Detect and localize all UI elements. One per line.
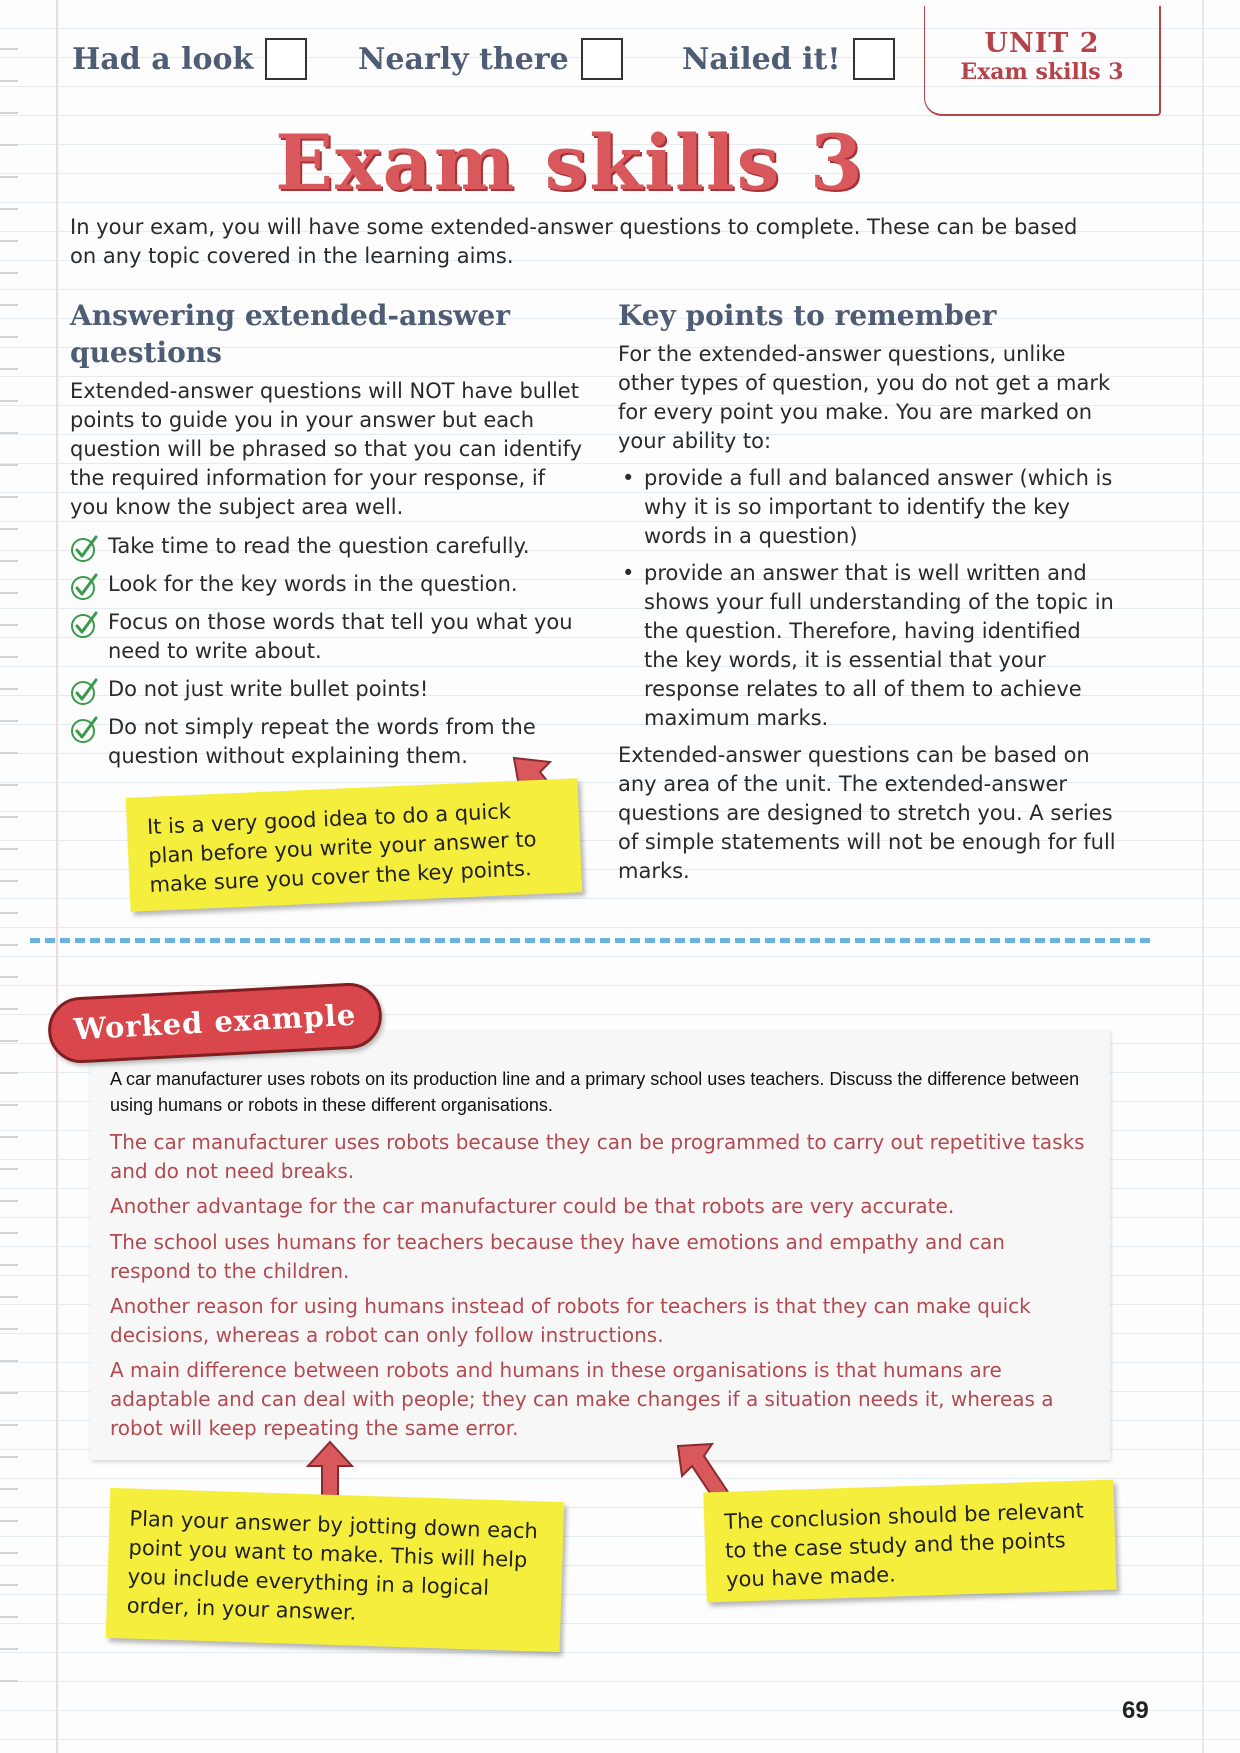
tracker-had-a-look-label: Had a look (72, 41, 254, 77)
checklist-text: Do not just write bullet points! (108, 677, 429, 701)
bullet-icon: • (622, 561, 635, 585)
tip-note-conclusion (703, 1480, 1116, 1603)
checklist (70, 532, 590, 771)
list-item (70, 608, 590, 666)
bullet-text: provide an answer that is well written and shows your full understanding of the topic in the question. Therefore, having identified the key words, it is essential that your response relates to all of them to achieve maximum marks. (644, 561, 1114, 730)
margin-line (56, 0, 58, 1753)
checkmark-icon (70, 715, 100, 745)
answer-paragraph: Another reason for using humans instead of robots for teachers is that they can make quick decisions, whereas a robot can only follow instructions. (110, 1294, 1031, 1347)
list-item (618, 464, 1118, 551)
page-number: 69 (1122, 1697, 1149, 1724)
tracker-had-a-look (72, 38, 307, 80)
checkmark-icon (70, 572, 100, 602)
unit-tab (924, 6, 1161, 116)
page-title: Exam skills 3 (275, 118, 865, 207)
bullet-text: provide a full and balanced answer (which is why it is so important to identify the key words in a question) (644, 466, 1113, 548)
right-intro: For the extended-answer questions, unlike other types of question, you do not get a mark for every point you make. You are marked on your ability to: (618, 342, 1111, 453)
checklist-text: Look for the key words in the question. (108, 572, 518, 596)
checkmark-icon (70, 610, 100, 640)
tracker-nearly-there-label: Nearly there (358, 41, 569, 77)
right-heading: Key points to remember (618, 299, 997, 332)
answer-paragraph: The school uses humans for teachers because they have emotions and empathy and can respond to the children. (110, 1230, 1005, 1283)
checklist-text: Take time to read the question carefully. (108, 534, 530, 558)
left-body: Extended-answer questions will NOT have bullet points to guide you in your answer but each question will be phrased so that you can identify the required information for your response, if you know the subject area well. (70, 379, 583, 519)
nearly-there-checkbox[interactable] (581, 38, 623, 80)
bullet-icon: • (622, 466, 635, 490)
had-a-look-checkbox[interactable] (265, 38, 307, 80)
right-column (618, 297, 1118, 886)
tip-note-plan (126, 778, 583, 912)
key-points-list (618, 464, 1118, 733)
tracker-nearly-there (358, 38, 623, 80)
answer-paragraph: The car manufacturer uses robots because they can be programmed to carry out repetitive tasks and do not need breaks. (110, 1130, 1085, 1183)
right-outro: Extended-answer questions can be based on any area of the unit. The extended-answer questions are designed to stretch you. A series of simple statements will not be enough for full marks. (618, 743, 1116, 883)
tip-note-plan-answer (106, 1488, 564, 1652)
checkmark-icon (70, 677, 100, 707)
intro-text: In your exam, you will have some extended-answer questions to complete. These can be based on any topic covered in the learning aims. (70, 215, 1078, 268)
worked-example-box (90, 1030, 1110, 1460)
unit-subtitle: Exam skills 3 (960, 59, 1124, 85)
page-edge (1202, 0, 1204, 1753)
binding-holes (0, 30, 18, 1710)
tip-note-text: Plan your answer by jotting down each point you want to make. This will help you include everything in a logical order, in your answer. (126, 1506, 539, 1625)
list-item (70, 532, 590, 561)
list-item (618, 559, 1118, 733)
worked-example-label: Worked example (72, 997, 357, 1047)
checkmark-icon (70, 534, 100, 564)
list-item (70, 570, 590, 599)
left-column (70, 297, 590, 780)
answer-paragraph: A main difference between robots and humans in these organisations is that humans are adaptable and can deal with people; they can make changes if a situation needs it, whereas a robot will keep repeating the same error. (110, 1358, 1054, 1440)
unit-number: UNIT 2 (984, 28, 1100, 59)
tip-note-text: The conclusion should be relevant to the case study and the points you have made. (723, 1498, 1085, 1592)
list-item (70, 675, 590, 704)
section-divider (30, 938, 1150, 943)
checklist-text: Focus on those words that tell you what you need to write about. (108, 610, 573, 663)
answer-paragraph: Another advantage for the car manufacturer could be that robots are very accurate. (110, 1194, 955, 1218)
tracker-nailed-it-label: Nailed it! (682, 41, 841, 77)
checklist-text: Do not simply repeat the words from the question without explaining them. (108, 715, 536, 768)
tip-note-text: It is a very good idea to do a quick plan before you write your answer to make sure you cover the key points. (146, 799, 537, 897)
tracker-nailed-it (682, 38, 895, 80)
left-heading: Answering extended-answer questions (70, 299, 510, 369)
nailed-it-checkbox[interactable] (853, 38, 895, 80)
worked-question: A car manufacturer uses robots on its production line and a primary school uses teachers. Discuss the difference between using humans or robots in these different organisations. (110, 1069, 1080, 1115)
